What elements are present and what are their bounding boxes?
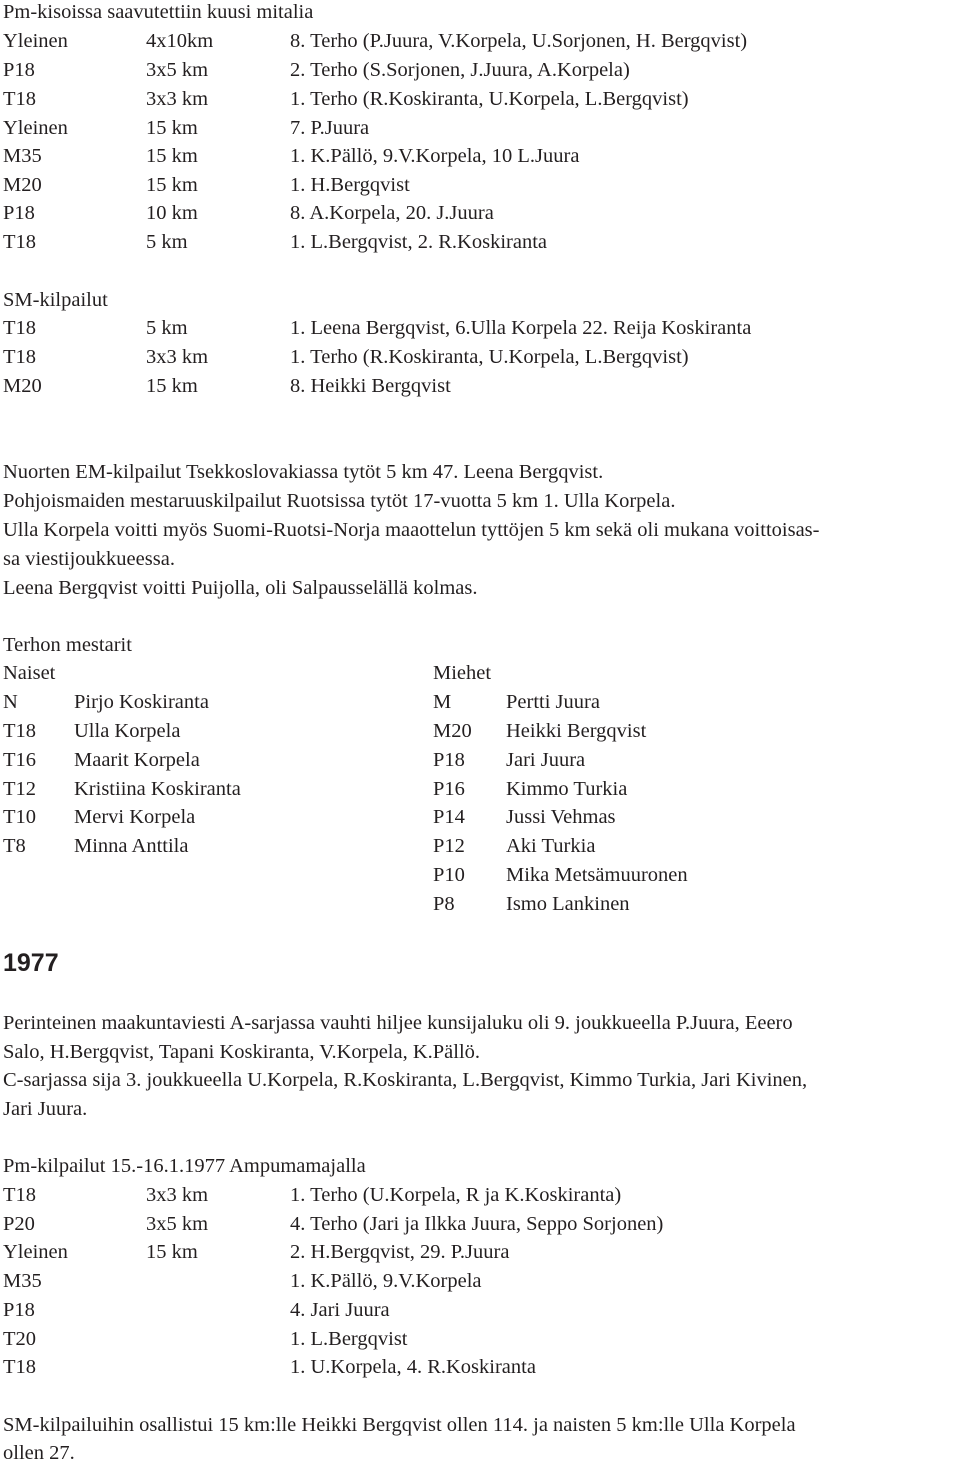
champion-row bbox=[0, 861, 960, 889]
women-label: Naiset bbox=[3, 662, 56, 684]
paragraph-line: Pohjoismaiden mestaruuskilpailut Ruotsissa tytöt 17-vuotta 5 km 1. Ulla Korpela. bbox=[3, 490, 676, 512]
paragraph-line: Leena Bergqvist voitti Puijolla, oli Salpausselällä kolmas. bbox=[3, 577, 478, 599]
result-row bbox=[0, 1296, 960, 1324]
name-cell: Ismo Lankinen bbox=[506, 893, 630, 915]
name-cell: Kimmo Turkia bbox=[506, 778, 628, 800]
distance-cell: 5 km bbox=[146, 317, 188, 339]
champion-row bbox=[0, 890, 960, 918]
result-row bbox=[0, 1325, 960, 1353]
class-cell: M20 bbox=[3, 174, 42, 196]
class-cell: P20 bbox=[3, 1213, 35, 1235]
paragraph-line: Ulla Korpela voitti myös Suomi-Ruotsi-Norja maaottelun tyttöjen 5 km sekä oli mukana voittoisas- bbox=[3, 519, 820, 541]
champion-row bbox=[0, 717, 960, 745]
class-cell: P10 bbox=[433, 864, 465, 886]
result-row bbox=[0, 1181, 960, 1209]
class-cell: T8 bbox=[3, 835, 26, 857]
result-row bbox=[0, 228, 960, 256]
result-row bbox=[0, 1210, 960, 1238]
distance-cell: 15 km bbox=[146, 145, 198, 167]
result-cell: 1. L.Bergqvist, 2. R.Koskiranta bbox=[290, 231, 547, 253]
class-cell: M35 bbox=[3, 145, 42, 167]
class-cell: M20 bbox=[3, 375, 42, 397]
name-cell: Jussi Vehmas bbox=[506, 806, 616, 828]
result-cell: 8. Heikki Bergqvist bbox=[290, 375, 451, 397]
result-row bbox=[0, 314, 960, 342]
result-cell: 4. Terho (Jari ja Ilkka Juura, Seppo Sorjonen) bbox=[290, 1213, 664, 1235]
paragraph-line: Perinteinen maakuntaviesti A-sarjassa vauhti hiljee kunsijaluku oli 9. joukkueella P.Juura, Eeero bbox=[3, 1012, 793, 1034]
name-cell: Ulla Korpela bbox=[74, 720, 181, 742]
name-cell: Jari Juura bbox=[506, 749, 586, 771]
section-heading: Pm-kilpailut 15.-16.1.1977 Ampumamajalla bbox=[3, 1155, 366, 1177]
result-row bbox=[0, 1267, 960, 1295]
result-row bbox=[0, 372, 960, 400]
distance-cell: 3x3 km bbox=[146, 88, 209, 110]
class-cell: M20 bbox=[433, 720, 472, 742]
result-row bbox=[0, 114, 960, 142]
result-row bbox=[0, 56, 960, 84]
name-cell: Kristiina Koskiranta bbox=[74, 778, 241, 800]
champions-heading: Terhon mestarit bbox=[3, 634, 132, 656]
distance-cell: 10 km bbox=[146, 202, 198, 224]
result-cell: 2. H.Bergqvist, 29. P.Juura bbox=[290, 1241, 510, 1263]
distance-cell: 4x10km bbox=[146, 30, 214, 52]
class-cell: T10 bbox=[3, 806, 37, 828]
class-cell: T12 bbox=[3, 778, 37, 800]
distance-cell: 3x5 km bbox=[146, 1213, 209, 1235]
paragraph-line: SM-kilpailuihin osallistui 15 km:lle Heikki Bergqvist ollen 114. ja naisten 5 km:lle Ulla Korpela bbox=[3, 1414, 796, 1436]
name-cell: Pirjo Koskiranta bbox=[74, 691, 209, 713]
section-heading: SM-kilpailut bbox=[3, 289, 108, 311]
paragraph-line: ollen 27. bbox=[3, 1442, 75, 1464]
name-cell: Pertti Juura bbox=[506, 691, 600, 713]
result-cell: 1. L.Bergqvist bbox=[290, 1328, 408, 1350]
distance-cell: 3x3 km bbox=[146, 346, 209, 368]
result-cell: 1. K.Pällö, 9.V.Korpela bbox=[290, 1270, 482, 1292]
result-cell: 1. K.Pällö, 9.V.Korpela, 10 L.Juura bbox=[290, 145, 580, 167]
result-row bbox=[0, 1353, 960, 1381]
distance-cell: 3x5 km bbox=[146, 59, 209, 81]
class-cell: T18 bbox=[3, 1184, 37, 1206]
class-cell: P18 bbox=[3, 202, 35, 224]
men-label: Miehet bbox=[433, 662, 492, 684]
class-cell: T18 bbox=[3, 231, 37, 253]
name-cell: Minna Anttila bbox=[74, 835, 189, 857]
distance-cell: 15 km bbox=[146, 375, 198, 397]
result-row bbox=[0, 142, 960, 170]
result-cell: 1. U.Korpela, 4. R.Koskiranta bbox=[290, 1356, 536, 1378]
class-cell: T18 bbox=[3, 720, 37, 742]
result-cell: 1. Terho (U.Korpela, R ja K.Koskiranta) bbox=[290, 1184, 622, 1206]
paragraph-line: C-sarjassa sija 3. joukkueella U.Korpela, R.Koskiranta, L.Bergqvist, Kimmo Turkia, Jari Kivinen, bbox=[3, 1069, 808, 1091]
class-cell: T18 bbox=[3, 1356, 37, 1378]
distance-cell: 15 km bbox=[146, 1241, 198, 1263]
name-cell: Mervi Korpela bbox=[74, 806, 196, 828]
section-heading: Pm-kisoissa saavutettiin kuusi mitalia bbox=[3, 1, 314, 23]
class-cell: M bbox=[433, 691, 452, 713]
paragraph-line: Salo, H.Bergqvist, Tapani Koskiranta, V.Korpela, K.Pällö. bbox=[3, 1041, 481, 1063]
result-cell: 7. P.Juura bbox=[290, 117, 370, 139]
class-cell: P16 bbox=[433, 778, 465, 800]
class-cell: Yleinen bbox=[3, 1241, 68, 1263]
champion-row bbox=[0, 775, 960, 803]
result-cell: 1. H.Bergqvist bbox=[290, 174, 410, 196]
class-cell: M35 bbox=[3, 1270, 42, 1292]
result-cell: 2. Terho (S.Sorjonen, J.Juura, A.Korpela) bbox=[290, 59, 630, 81]
class-cell: T18 bbox=[3, 88, 37, 110]
paragraph-line: Jari Juura. bbox=[3, 1098, 88, 1120]
paragraph-line: Nuorten EM-kilpailut Tsekkoslovakiassa tytöt 5 km 47. Leena Bergqvist. bbox=[3, 461, 604, 483]
year-heading: 1977 bbox=[3, 949, 59, 977]
champion-row bbox=[0, 803, 960, 831]
distance-cell: 15 km bbox=[146, 117, 198, 139]
result-row bbox=[0, 85, 960, 113]
name-cell: Heikki Bergqvist bbox=[506, 720, 647, 742]
distance-cell: 3x3 km bbox=[146, 1184, 209, 1206]
class-cell: P18 bbox=[3, 59, 35, 81]
class-cell: P14 bbox=[433, 806, 465, 828]
result-row bbox=[0, 27, 960, 55]
class-cell: T18 bbox=[3, 317, 37, 339]
result-cell: 1. Terho (R.Koskiranta, U.Korpela, L.Bergqvist) bbox=[290, 346, 689, 368]
result-cell: 8. Terho (P.Juura, V.Korpela, U.Sorjonen, H. Bergqvist) bbox=[290, 30, 748, 52]
champion-row bbox=[0, 832, 960, 860]
result-row bbox=[0, 171, 960, 199]
result-cell: 1. Terho (R.Koskiranta, U.Korpela, L.Bergqvist) bbox=[290, 88, 689, 110]
result-cell: 1. Leena Bergqvist, 6.Ulla Korpela 22. Reija Koskiranta bbox=[290, 317, 752, 339]
name-cell: Maarit Korpela bbox=[74, 749, 200, 771]
paragraph-line: sa viestijoukkueessa. bbox=[3, 548, 175, 570]
class-cell: N bbox=[3, 691, 18, 713]
result-cell: 4. Jari Juura bbox=[290, 1299, 390, 1321]
class-cell: P18 bbox=[433, 749, 465, 771]
class-cell: P12 bbox=[433, 835, 465, 857]
distance-cell: 5 km bbox=[146, 231, 188, 253]
class-cell: P18 bbox=[3, 1299, 35, 1321]
champion-row bbox=[0, 688, 960, 716]
champion-row bbox=[0, 746, 960, 774]
result-row bbox=[0, 1238, 960, 1266]
name-cell: Aki Turkia bbox=[506, 835, 596, 857]
class-cell: P8 bbox=[433, 893, 455, 915]
result-row bbox=[0, 199, 960, 227]
class-cell: Yleinen bbox=[3, 30, 68, 52]
name-cell: Mika Metsämuuronen bbox=[506, 864, 688, 886]
class-cell: Yleinen bbox=[3, 117, 68, 139]
class-cell: T20 bbox=[3, 1328, 37, 1350]
result-cell: 8. A.Korpela, 20. J.Juura bbox=[290, 202, 494, 224]
distance-cell: 15 km bbox=[146, 174, 198, 196]
class-cell: T18 bbox=[3, 346, 37, 368]
class-cell: T16 bbox=[3, 749, 37, 771]
result-row bbox=[0, 343, 960, 371]
